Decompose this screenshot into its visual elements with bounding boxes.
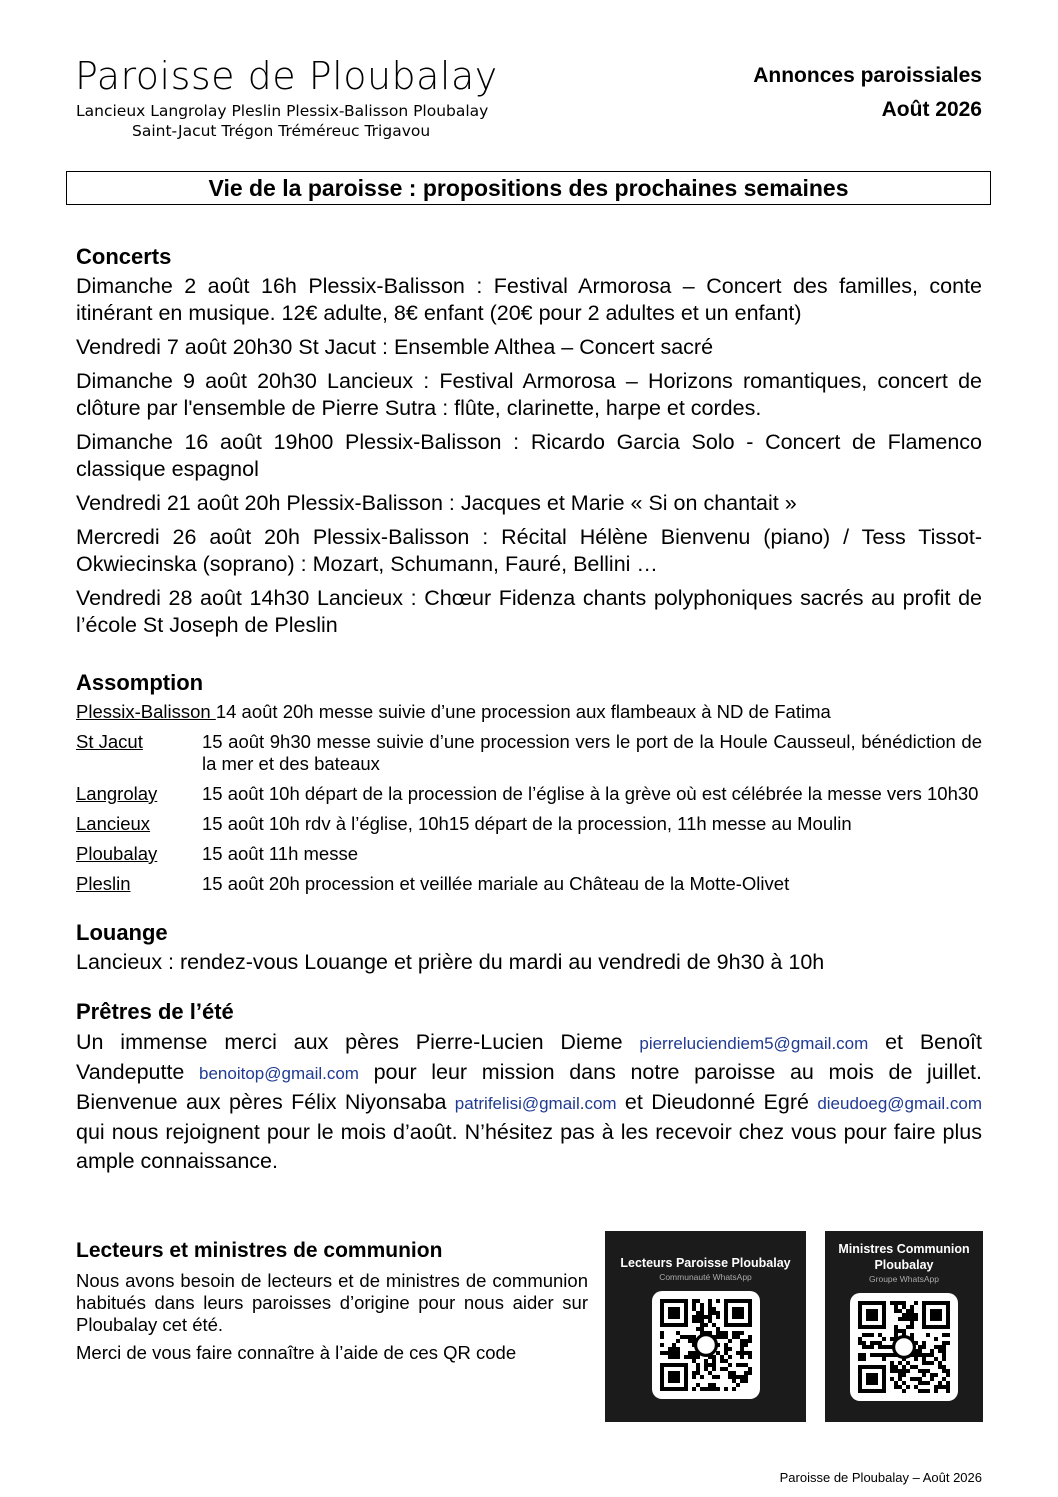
louange-text: Lancieux : rendez-vous Louange et prière du mardi au vendredi de 9h30 à 10h bbox=[76, 950, 825, 974]
assomption-section bbox=[76, 667, 982, 895]
assomption-place: Ploubalay bbox=[76, 843, 158, 864]
lecteurs-text: Nous avons besoin de lecteurs et de ministres de communion habitués dans leurs paroisses d’origine pour nous aider sur Ploubalay cet été. bbox=[76, 1270, 588, 1335]
lecteurs-section bbox=[76, 1236, 588, 1370]
pretres-text bbox=[76, 1028, 982, 1176]
concerts-heading: Concerts bbox=[76, 244, 172, 269]
parish-title: Paroisse de Ploubalay bbox=[75, 54, 498, 98]
qr-code-icon[interactable] bbox=[850, 1293, 958, 1401]
louange-section bbox=[76, 917, 982, 976]
email-link[interactable]: benoitop@gmail.com bbox=[199, 1064, 359, 1083]
lecteurs-heading: Lecteurs et ministres de communion bbox=[76, 1239, 443, 1262]
assomption-place: St Jacut bbox=[76, 731, 143, 752]
lecteurs-text: Merci de vous faire connaître à l’aide de ces QR code bbox=[76, 1342, 517, 1363]
concert-item: Vendredi 7 août 20h30 St Jacut : Ensemble Althea – Concert sacré bbox=[76, 335, 714, 359]
email-link[interactable]: dieudoeg@gmail.com bbox=[817, 1094, 982, 1113]
email-link[interactable]: pierreluciendiem5@gmail.com bbox=[639, 1034, 869, 1053]
assomption-row bbox=[76, 701, 982, 723]
qr-card-title: Lecteurs Paroisse Ploubalay bbox=[620, 1256, 791, 1270]
pretres-heading: Prêtres de l’été bbox=[76, 999, 234, 1024]
concert-item: Dimanche 16 août 19h00 Plessix-Balisson : Ricardo Garcia Solo - Concert de Flamenco classique espagnol bbox=[76, 430, 982, 481]
pretres-text-part: et Dieudonné Egré bbox=[616, 1090, 818, 1114]
assomption-text: 15 août 9h30 messe suivie d’une procession vers le port de la Houle Causseul, bénédiction de la mer et des bateaux bbox=[202, 731, 982, 774]
pretres-section bbox=[76, 996, 982, 1176]
assomption-row bbox=[76, 813, 982, 835]
qr-card-ministres[interactable] bbox=[825, 1231, 983, 1422]
assomption-text: 15 août 10h rdv à l’église, 10h15 départ de la procession, 11h messe au Moulin bbox=[202, 813, 852, 834]
concert-item: Dimanche 2 août 16h Plessix-Balisson : Festival Armorosa – Concert des familles, conte itinérant en musique. 12€ adulte, 8€ enfant (20€ pour 2 adultes et un enfant) bbox=[76, 274, 982, 325]
concert-item: Vendredi 21 août 20h Plessix-Balisson : Jacques et Marie « Si on chantait » bbox=[76, 491, 797, 515]
louange-heading: Louange bbox=[76, 920, 168, 945]
assomption-text: 15 août 11h messe bbox=[202, 843, 358, 864]
assomption-row bbox=[76, 873, 982, 895]
concert-item: Dimanche 9 août 20h30 Lancieux : Festival Armorosa – Horizons romantiques, concert de clôture par l'ensemble de Pierre Sutra : flûte, clarinette, harpe et cordes. bbox=[76, 369, 982, 420]
assomption-place: Lancieux bbox=[76, 813, 151, 834]
parish-towns-line-1: Lancieux Langrolay Pleslin Plessix-Balisson Ploubalay bbox=[76, 102, 489, 120]
concert-item: Mercredi 26 août 20h Plessix-Balisson : Récital Hélène Bienvenu (piano) / Tess Tissot-Okwiecinska (soprano) : Mozart, Schumann, Fauré, Bellini … bbox=[76, 525, 982, 576]
header-date: Août 2026 bbox=[881, 98, 982, 121]
pretres-text-part: pour leur mission dans notre paroisse au mois de juillet. Bienvenue aux pères Félix Niyonsaba bbox=[76, 1060, 982, 1114]
section-banner: Vie de la paroisse : propositions des prochaines semaines bbox=[66, 171, 991, 205]
pretres-text-part: et Benoît Vandeputte bbox=[76, 1030, 982, 1084]
qr-card-subtitle: Communauté WhatsApp bbox=[659, 1272, 752, 1282]
parish-towns-line-2: Saint-Jacut Trégon Tréméreuc Trigavou bbox=[132, 122, 431, 140]
assomption-text: 15 août 20h procession et veillée mariale au Château de la Motte-Olivet bbox=[202, 873, 790, 894]
concerts-section bbox=[76, 241, 982, 639]
main-content bbox=[76, 241, 982, 1176]
header-title: Annonces paroissiales bbox=[753, 64, 982, 87]
assomption-row bbox=[76, 783, 982, 805]
qr-card-lecteurs[interactable] bbox=[605, 1231, 806, 1422]
assomption-row bbox=[76, 731, 982, 775]
page-footer: Paroisse de Ploubalay – Août 2026 bbox=[779, 1470, 982, 1485]
qr-card-subtitle: Groupe WhatsApp bbox=[869, 1274, 939, 1284]
qr-card-title: Ministres Communion Ploubalay bbox=[838, 1242, 970, 1272]
qr-code-icon[interactable] bbox=[652, 1291, 760, 1399]
assomption-row bbox=[76, 843, 982, 865]
assomption-heading: Assomption bbox=[76, 670, 204, 695]
assomption-text: 14 août 20h messe suivie d’une procession aux flambeaux à ND de Fatima bbox=[215, 701, 831, 722]
assomption-text: 15 août 10h départ de la procession de l’église à la grève où est célébrée la messe vers 10h30 bbox=[202, 783, 979, 804]
assomption-place: Pleslin bbox=[76, 873, 131, 894]
email-link[interactable]: patrifelisi@gmail.com bbox=[454, 1094, 617, 1113]
pretres-text-part: qui nous rejoignent pour le mois d’août. N’hésitez pas à les recevoir chez vous pour faire plus ample connaissance. bbox=[76, 1120, 982, 1173]
pretres-text-part: Un immense merci aux pères Pierre-Lucien Dieme bbox=[76, 1030, 640, 1054]
assomption-place: Langrolay bbox=[76, 783, 158, 804]
concert-item: Vendredi 28 août 14h30 Lancieux : Chœur Fidenza chants polyphoniques sacrés au profit de l’école St Joseph de Pleslin bbox=[76, 586, 982, 637]
assomption-place: Plessix-Balisson bbox=[76, 701, 216, 722]
